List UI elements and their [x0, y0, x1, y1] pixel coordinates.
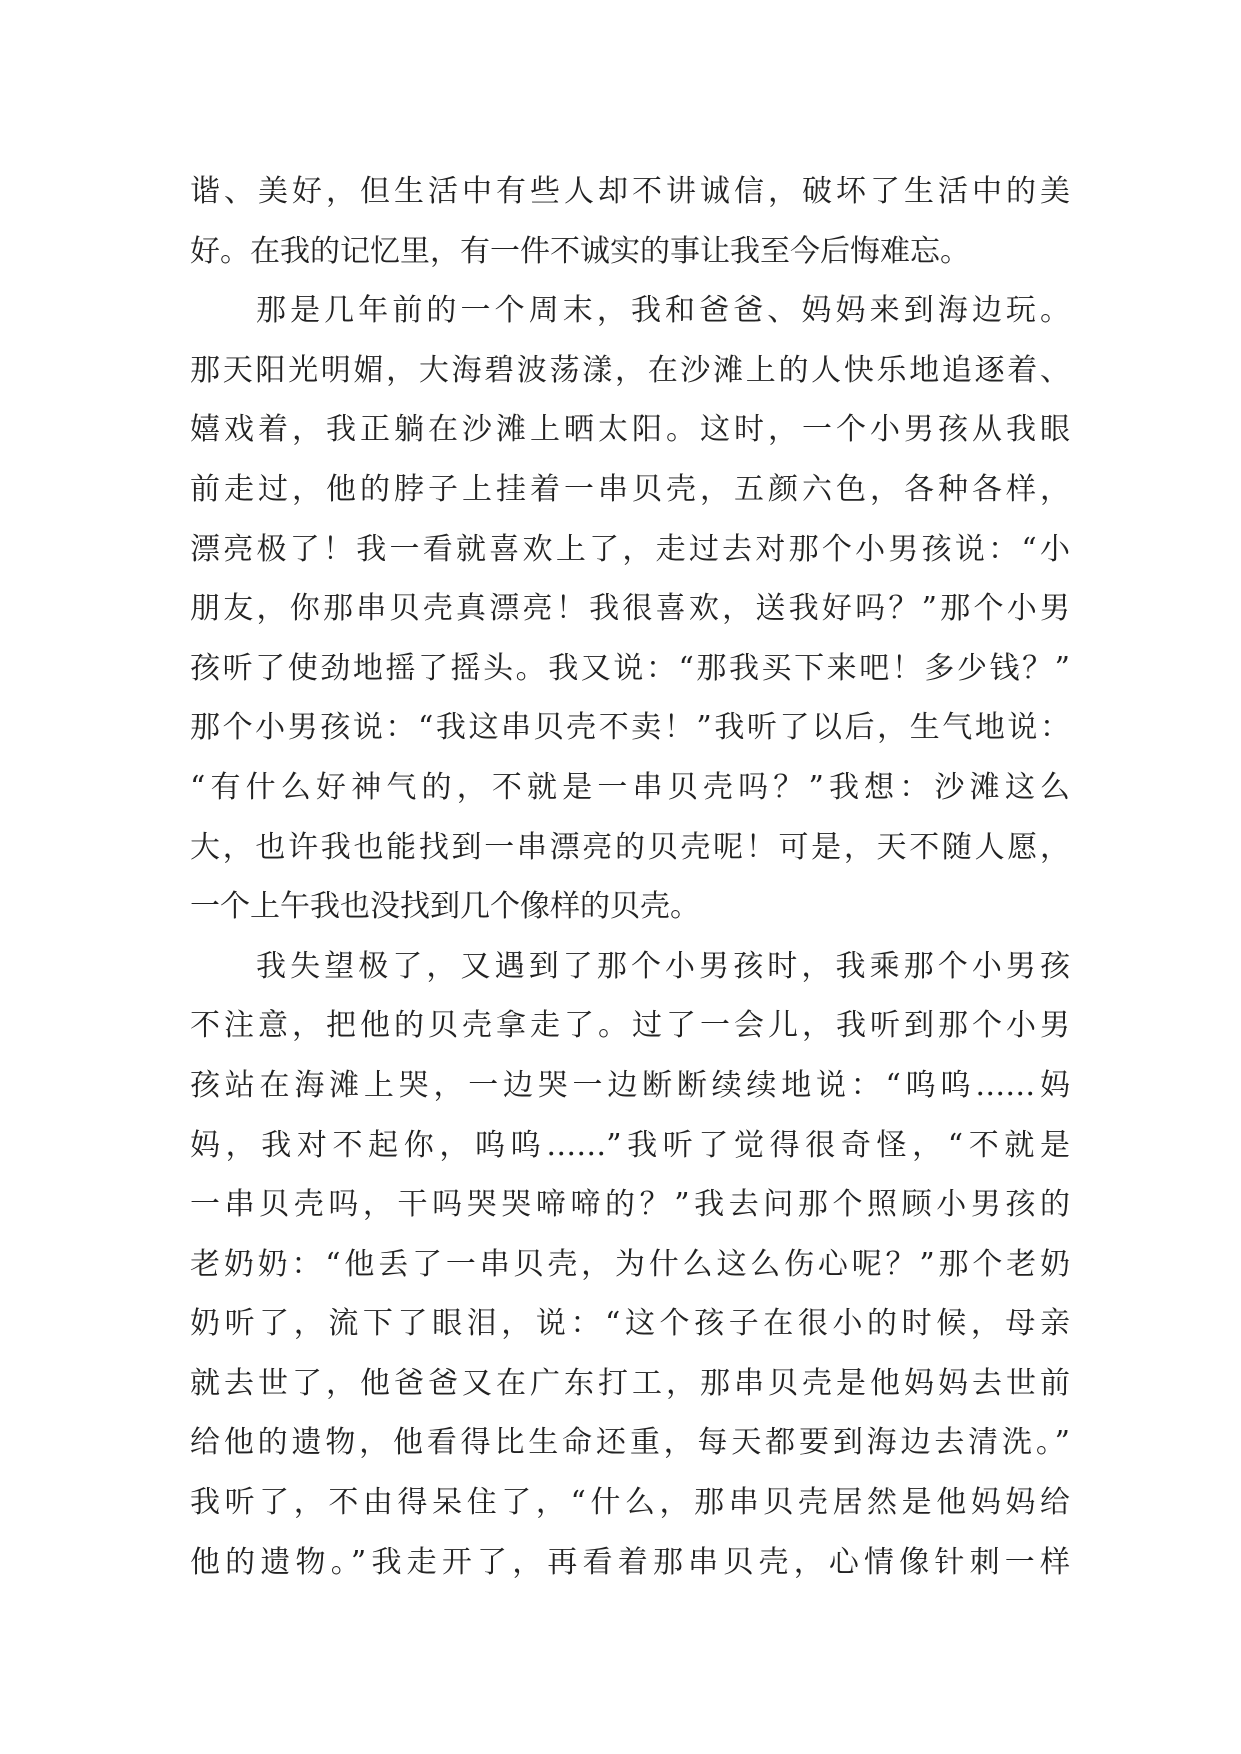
text-line: 一个上午我也没找到几个像样的贝壳。 [190, 889, 700, 925]
text-line: 孩站在海滩上哭，一边哭一边断断续续地说：“呜呜……妈 [190, 1067, 1070, 1103]
body-text [190, 162, 1070, 1592]
text-line: 那天阳光明媚，大海碧波荡漾，在沙滩上的人快乐地追逐着、 [190, 352, 1070, 388]
text-line: “有什么好神气的，不就是一串贝壳吗？”我想：沙滩这么 [190, 769, 1070, 805]
text-line: 奶听了，流下了眼泪，说：“这个孩子在很小的时候，母亲 [190, 1306, 1070, 1342]
text-line: 谐、美好，但生活中有些人却不讲诚信，破坏了生活中的美 [190, 174, 1070, 209]
text-line: 那个小男孩说：“我这串贝壳不卖！”我听了以后，生气地说： [190, 710, 1070, 746]
text-line: 好。在我的记忆里，有一件不诚实的事让我至今后悔难忘。 [190, 233, 970, 269]
text-line: 那是几年前的一个周末，我和爸爸、妈妈来到海边玩。 [256, 293, 1070, 329]
text-line: 给他的遗物，他看得比生命还重，每天都要到海边去清洗。” [190, 1425, 1070, 1461]
text-line: 不注意，把他的贝壳拿走了。过了一会儿，我听到那个小男 [190, 1008, 1070, 1044]
text-line: 孩听了使劲地摇了摇头。我又说：“那我买下来吧！多少钱？” [190, 650, 1070, 686]
text-line: 他的遗物。”我走开了，再看着那串贝壳，心情像针刺一样 [190, 1544, 1070, 1580]
text-line: 嬉戏着，我正躺在沙滩上晒太阳。这时，一个小男孩从我眼 [190, 412, 1070, 448]
text-line: 妈，我对不起你，呜呜……”我听了觉得很奇怪，“不就是 [190, 1127, 1070, 1163]
text-line: 朋友，你那串贝壳真漂亮！我很喜欢，送我好吗？”那个小男 [190, 591, 1070, 627]
text-line: 老奶奶：“他丢了一串贝壳，为什么这么伤心呢？”那个老奶 [190, 1246, 1070, 1282]
text-line: 就去世了，他爸爸又在广东打工，那串贝壳是他妈妈去世前 [190, 1365, 1070, 1401]
text-line: 我听了，不由得呆住了，“什么，那串贝壳居然是他妈妈给 [190, 1485, 1070, 1521]
text-line: 大，也许我也能找到一串漂亮的贝壳呢！可是，天不随人愿， [190, 829, 1070, 865]
text-line: 前走过，他的脖子上挂着一串贝壳，五颜六色，各种各样， [190, 471, 1070, 507]
text-line: 漂亮极了！我一看就喜欢上了，走过去对那个小男孩说：“小 [190, 531, 1070, 567]
text-line: 一串贝壳吗，干吗哭哭啼啼的？”我去问那个照顾小男孩的 [190, 1187, 1070, 1223]
text-line: 我失望极了，又遇到了那个小男孩时，我乘那个小男孩 [256, 948, 1070, 984]
